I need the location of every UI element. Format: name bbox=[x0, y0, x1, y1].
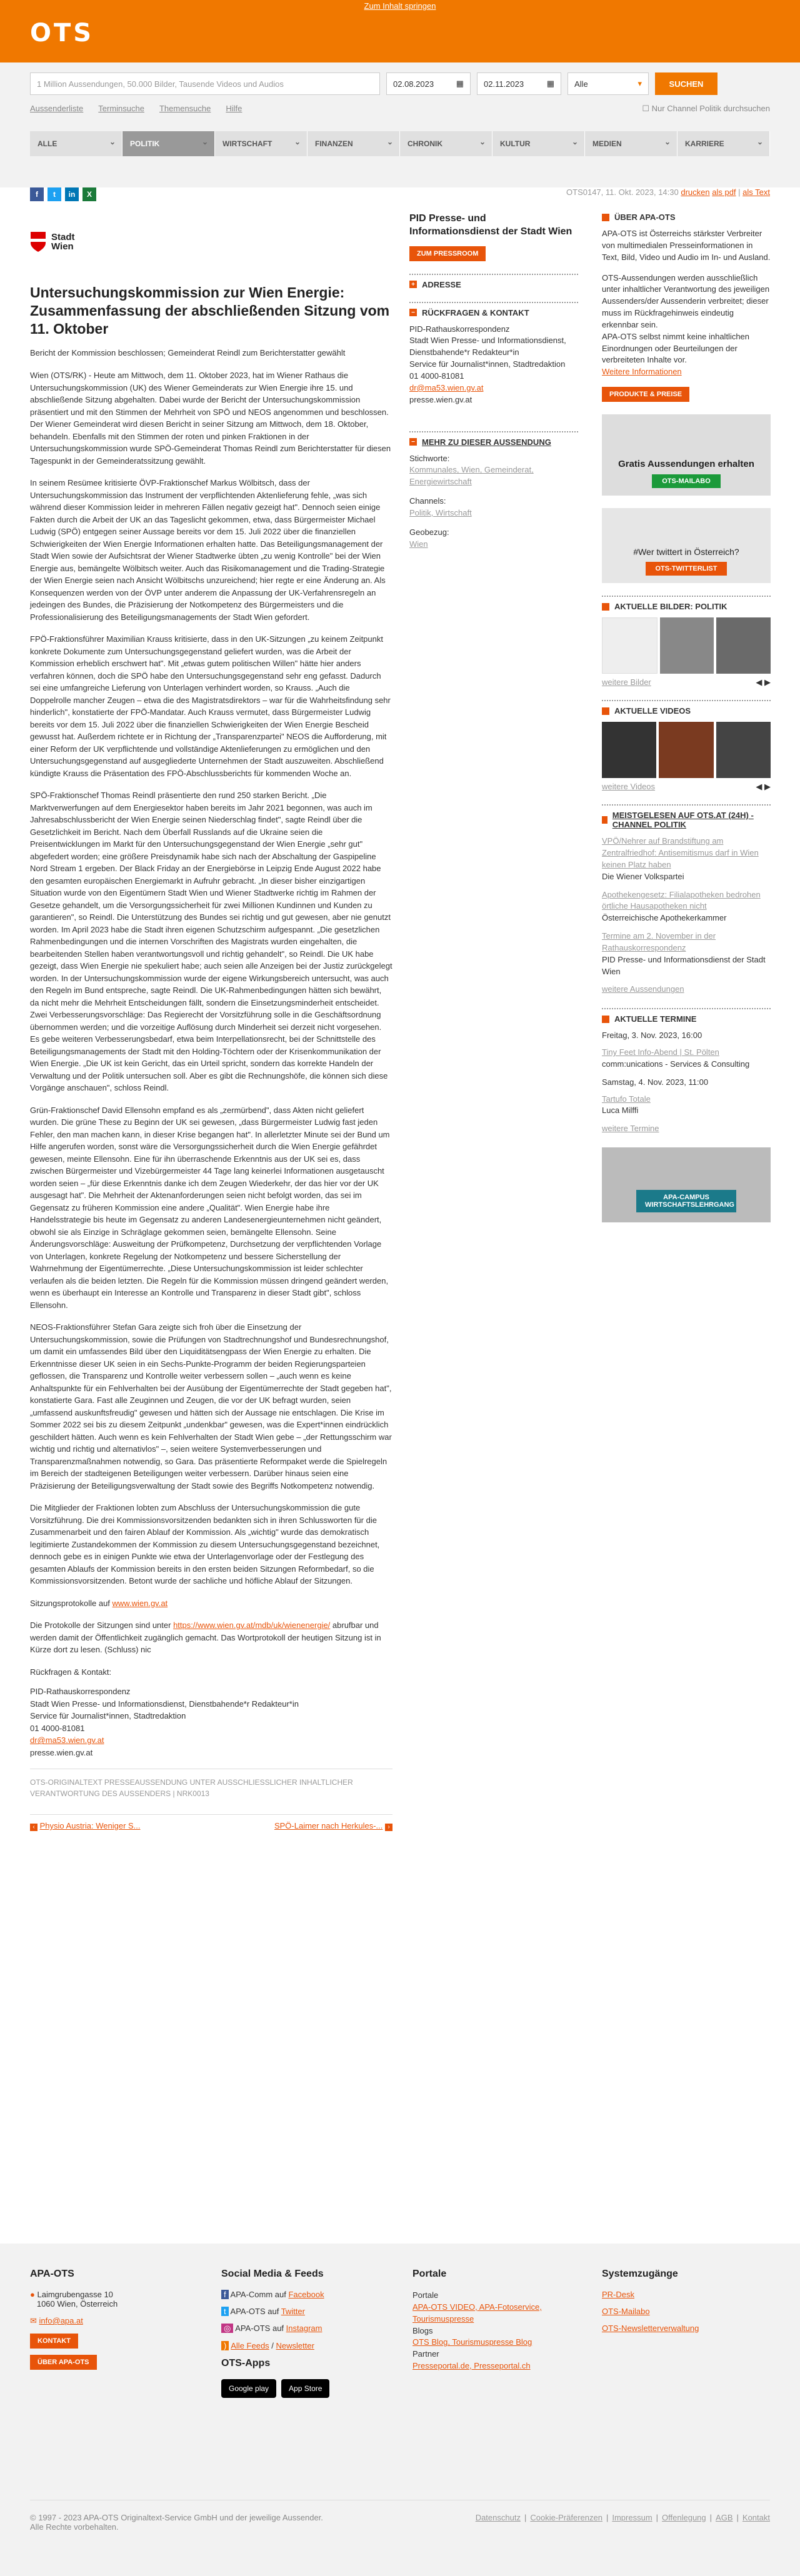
ueber-button[interactable]: ÜBER APA-OTS bbox=[30, 2355, 97, 2370]
meistgelesen-list bbox=[602, 836, 771, 996]
article-lead: Bericht der Kommission beschlossen; Gemeinderat Reindl zum Berichterstatter gewählt bbox=[30, 348, 346, 358]
kontakt-link[interactable]: Kontakt bbox=[742, 2513, 770, 2522]
nav-wirtschaft[interactable]: WIRTSCHAFT ⌄ bbox=[215, 131, 308, 156]
xing-icon[interactable]: X bbox=[82, 187, 96, 201]
prev-article-link[interactable]: Physio Austria: Weniger S... bbox=[39, 1821, 141, 1831]
protokoll2-pre: Die Protokolle der Sitzungen sind unter bbox=[30, 1620, 174, 1630]
contact-line: Service für Journalist*innen, Stadtredaktion bbox=[30, 1711, 186, 1721]
contact-line: PID-Rathauskorrespondenz bbox=[30, 1687, 131, 1697]
meist-item-title[interactable]: VPÖ/Nehrer auf Brandstiftung am Zentralfriedhof: Antisemitismus darf in Wien keinen Platz haben bbox=[602, 836, 759, 869]
partner-label: Partner bbox=[412, 2349, 439, 2359]
square-icon bbox=[602, 214, 609, 221]
channel-select-value: Alle bbox=[574, 79, 588, 89]
bilder-link[interactable]: weitere Bilder bbox=[602, 677, 651, 687]
nav-politik[interactable]: POLITIK ⌄ bbox=[122, 131, 215, 156]
footer-apa-title: APA-OTS bbox=[30, 2269, 74, 2279]
mailabo-banner[interactable] bbox=[602, 414, 771, 496]
gallery-image[interactable] bbox=[716, 617, 771, 674]
location-icon: ● bbox=[30, 2290, 35, 2299]
skip-link[interactable]: Zum Inhalt springen bbox=[364, 1, 436, 11]
channel-select[interactable] bbox=[568, 72, 649, 95]
search-link-hilfe[interactable]: Hilfe bbox=[226, 104, 242, 113]
protokoll2-link[interactable]: https://www.wien.gv.at/mdb/uk/wienenergie/ bbox=[173, 1620, 331, 1630]
facebook-icon: f bbox=[221, 2290, 229, 2299]
search-area bbox=[0, 62, 800, 187]
search-input[interactable]: 1 Million Aussendungen, 50.000 Bilder, Tausende Videos und Audios bbox=[30, 72, 380, 95]
termin-sender: comm:unications - Services & Consulting bbox=[602, 1059, 750, 1069]
twitter-icon[interactable]: t bbox=[48, 187, 61, 201]
footer-mail-row bbox=[30, 2316, 192, 2326]
about-link[interactable]: Weitere Informationen bbox=[602, 367, 682, 377]
termin-title[interactable]: Tartufo Totale bbox=[602, 1094, 651, 1104]
social-pre: APA-OTS auf bbox=[230, 2307, 281, 2316]
instagram-link[interactable]: Instagram bbox=[286, 2324, 322, 2333]
article-pager bbox=[30, 1814, 392, 1831]
minus-icon: − bbox=[409, 438, 417, 446]
mail-icon: ✉ bbox=[30, 2316, 37, 2325]
mehr-block bbox=[409, 453, 578, 551]
google-play-badge[interactable]: Google play bbox=[221, 2379, 276, 2398]
pr-desk-link[interactable]: PR-Desk bbox=[602, 2290, 635, 2299]
section-termine bbox=[602, 1008, 771, 1024]
next-article[interactable] bbox=[274, 1821, 392, 1831]
termin-sender: Luca Milffi bbox=[602, 1106, 639, 1116]
search-link-aussenderliste[interactable]: Aussenderliste bbox=[30, 104, 84, 113]
square-icon bbox=[602, 1016, 609, 1023]
footer-bottom bbox=[30, 2500, 770, 2532]
app-store-badge[interactable]: App Store bbox=[281, 2379, 329, 2398]
disclaimer: OTS-ORIGINALTEXT PRESSEAUSSENDUNG UNTER AUSSCHLIESSLICHER INHALTLICHER VERANTWORTUNG DES AUSSENDERS | NRK0013 bbox=[30, 1769, 392, 1799]
square-icon bbox=[602, 707, 609, 715]
termin-date: Samstag, 4. Nov. 2023, 11:00 bbox=[602, 1077, 709, 1087]
impressum-link[interactable]: Impressum bbox=[612, 2513, 652, 2522]
video-thumb[interactable] bbox=[602, 722, 656, 778]
article-toolbar bbox=[0, 187, 800, 206]
twitter-banner[interactable] bbox=[602, 508, 771, 583]
protokoll-line bbox=[30, 1597, 392, 1610]
rueck-line: Stadt Wien Presse- und Informationsdienst, Dienstbahende*r Redakteur*in bbox=[409, 336, 566, 357]
meist-item-sender: Österreichische Apothekerkammer bbox=[602, 913, 727, 923]
twitter-button[interactable]: OTS-TWITTERLIST bbox=[646, 562, 728, 576]
footer-apa bbox=[30, 2269, 192, 2370]
channels-label: Channels: bbox=[409, 496, 446, 506]
stadt-wien-logo-text: Stadt Wien bbox=[51, 232, 75, 252]
geobezug-link[interactable]: Wien bbox=[409, 539, 428, 549]
search-link-terminsuche[interactable]: Terminsuche bbox=[98, 104, 144, 113]
section-meistgelesen bbox=[602, 804, 771, 829]
meist-more-link[interactable]: weitere Aussendungen bbox=[602, 984, 684, 994]
rueck-line: PID-Rathauskorrespondenz bbox=[409, 324, 510, 334]
termin-date: Freitag, 3. Nov. 2023, 16:00 bbox=[602, 1031, 702, 1041]
social-row bbox=[221, 2290, 384, 2299]
footer-addr1: Laimgrubengasse 10 bbox=[37, 2290, 113, 2299]
search-button[interactable]: SUCHEN bbox=[655, 72, 718, 95]
date-to: 02.11.2023 bbox=[484, 79, 524, 89]
square-icon bbox=[602, 603, 609, 611]
about-text-2: OTS-Aussendungen werden ausschließlich unter inhaltlicher Verantwortung des jeweiligen Aussenders/der Aussenderin verbreitet; dieser muss im Rückfragehinweis eindeutig erkennbar sein. bbox=[602, 272, 770, 329]
search-links bbox=[30, 104, 242, 113]
footer-mail[interactable]: info@apa.at bbox=[39, 2316, 83, 2325]
footer-address bbox=[30, 2290, 192, 2309]
article-paragraph: Grün-Fraktionschef David Ellensohn empfand es als „zermürbend", dass Akten nicht geliefert wurden. Die grüne These zu Beginn der UK sei gewesen, „dass Bürgermeister Ludwig fast jeden Fehler, den man machen kann, in dieser Krise begangen hat". In allerletzter Minute sei der Bund um Hilfe angerufen worden, sonst wäre die Versorgungssicherheit durch die Wien Energie gefährdet gewesen, meinte Ellensohn. Eine für ihn überraschende Erkenntnis aus der UK sei es, dass zwischen Bürgermeister und Vizebürgermeister 44 Tage lang keinerlei Informationen ausgetauscht worden seien – „für diese Erkenntnis danke ich dem Zeugen Wiederkehr, der das hier vor der UK ausgesagt hat". Die Mehrheit der Aktenanforderungen seien nicht befolgt worden, das sei im Gegensatz zu früheren Kommission eine andere „Qualität". Wien Energie habe ihre Handelsstrategie bis heute im Gegensatz zu anderen Landesenergieunternehmen nicht geändert, obwohl sie als Einzige in Schräglage gekommen seien, bemängelte Ellensohn. Seine Änderungsvorschläge: Ausweitung der Prüfkompetenz, Durchsetzung der verpflichtenden Vorlage von Unterlagen, konkrete Regelung der Notkompetenz und bessere Sicherstellung der Wahrnehmung der Eigentümerrechte. „Diese Untersuchungskommission ist leider schlechter verlaufen als die beiden letzten. Die Regeln für die Kommission müssen dringend geändert werden, wenn es überhaupt ein Interesse an Kontrolle und Transparenz in dieser Stadt gibt", schloss Ellensohn. bbox=[30, 1105, 390, 1310]
prev-article[interactable] bbox=[30, 1821, 141, 1831]
nav-karriere[interactable]: KARRIERE ⌄ bbox=[678, 131, 770, 156]
footer-portale bbox=[412, 2269, 575, 2372]
date-to-field[interactable] bbox=[477, 72, 561, 95]
print-link[interactable]: drucken bbox=[681, 187, 710, 197]
social-pre: APA-OTS auf bbox=[235, 2324, 286, 2333]
chevron-down-icon: ▾ bbox=[638, 79, 642, 88]
footer-system bbox=[602, 2269, 764, 2340]
blogs-label: Blogs bbox=[412, 2325, 433, 2335]
chevron-left-icon: ‹ bbox=[30, 1824, 38, 1831]
square-icon bbox=[602, 816, 608, 824]
meist-item-title[interactable]: Termine am 2. November in der Rathauskorrespondenz bbox=[602, 931, 716, 952]
protokoll2-post: abrufbar und werden damit der Öffentlichkeit zugänglich gemacht. Das Wortprotokoll der heutigen Sitzung ist in Kürze dort zu lesen. (Schluss) nic bbox=[30, 1620, 381, 1655]
gallery-image[interactable] bbox=[660, 617, 714, 674]
sender-sidebar bbox=[409, 212, 578, 550]
agb-link[interactable]: AGB bbox=[716, 2513, 733, 2522]
header bbox=[0, 0, 800, 62]
app-badges bbox=[221, 2379, 384, 2398]
article bbox=[30, 212, 392, 1831]
chevron-right-icon: › bbox=[385, 1824, 392, 1831]
apps-title: OTS-Apps bbox=[221, 2358, 271, 2369]
rueckfragen-block bbox=[409, 324, 578, 406]
date-from: 02.08.2023 bbox=[393, 79, 434, 89]
article-paragraph: In seinem Resümee kritisierte ÖVP-Fraktionschef Markus Wölbitsch, dass der Untersuchungskommission das Instrument der verpflichtenden Aktenlieferung fehle, „was sich während dieser Kommission leider in mehreren Fällen negativ gezeigt hat". Dennoch seien einige Fakten durch die Arbeit der UK an das Tageslicht gekommen, etwa, dass Bürgermeister Michael Ludwig (SPÖ) entgegen seiner Aussage bereits vor dem 15. Juli 2022 über die finanziellen Schwierigkeiten der Wien Energie Informationen erhalten hatte. Das Beteiligungsmanagement der Stadt Wien sowie der Aufsichtsrat der Wiener Stadtwerke übten „zu wenig Kontrolle" bei der Wien Energie aus, bemängelte Wölbitsch weiter. Auch das Risikomanagement und die Trading-Strategie der Wien Energie seien nach Ansicht Wölbitschs unzureichend; hier regte er eine Änderung an. Als Konsequenzen werden von der ÖVP unter anderem die Anpassung der UK-Verfahrensregeln an jedeingen des Bundes, die Präzisierung der Notkompetenz des Bürgermeisters und die Professionalisierung des Beteiligungsmanagements der Stadt Wien gefordert. bbox=[30, 478, 386, 622]
article-title: Untersuchungskommission zur Wien Energie: Zusammenfassung der abschließenden Sitzung vom 11. Oktober bbox=[30, 284, 390, 337]
termine-more-link[interactable]: weitere Termine bbox=[602, 1124, 659, 1134]
copyright: © 1997 - 2023 APA-OTS Originaltext-Service GmbH und der jeweilige Aussender. Alle Rechte vorbehalten. bbox=[30, 2513, 323, 2532]
twitter-text: #Wer twittert in Österreich? bbox=[633, 547, 739, 557]
article-paragraph: NEOS-Fraktionsführer Stefan Gara zeigte sich froh über die Einsetzung der Untersuchungskommission, sowie die Prüfungen von Stadtrechnungshof und Bundesrechnungshof, um damit ein umfassendes Bild über den Liquiditätsengpass der Wien Energie zu erhalten. Die Erkenntnisse dieser UK seien in ein Sechs-Punkte-Programm der beiden Regierungsparteien geflossen, die Transparenz und Kontrolle weiter verbessern sollen – „auch wenn es keine Anhaltspunkte für ein Fehlverhalten bei der Ausübung der Eigentümerrechte der Stadt gegeben hat", konstatierte Gara. Fast alle Zeuginnen und Zeugen, die vor der UK befragt wurden, seien „umfassend auskunftsfreudig" gewesen und hätten sich der Aussage nie entschlagen. Die Krise im Sommer 2022 sei bis zu diesem Zeitpunkt „undenkbar" gewesen, was die Expert*innen eindrücklich geschildert hätten. Auch wenn es kein Fehlverhalten der Stadt Wien gebe – „der Rettungsschirm war wichtig und richtig und alternativlos" –, seien weitere Systemverbesserungen und Transparenzmaßnahmen notwendig, so Gara. Das präsentierte Reformpaket werde die Spielregeln im Bereich der stadteigenen Beteiligungen weiter verbessern. Darüber hinaus seien eine Präzisierung der Beteiligungsverwaltung der Stadt sowie des Begriffs Notkompetenz notwendig. bbox=[30, 1322, 392, 1490]
contact-web: presse.wien.gv.at bbox=[30, 1747, 93, 1757]
next-article-link[interactable]: SPÖ-Laimer nach Herkules-... bbox=[274, 1821, 383, 1831]
pdf-link[interactable]: als pdf bbox=[712, 187, 736, 197]
mailabo-link[interactable]: OTS-Mailabo bbox=[602, 2307, 650, 2316]
facebook-link[interactable]: Facebook bbox=[288, 2290, 324, 2299]
partner-links[interactable]: Presseportal.de, Presseportal.ch bbox=[412, 2361, 531, 2371]
section-adresse[interactable] bbox=[409, 274, 578, 289]
contact-mail[interactable]: dr@ma53.wien.gv.at bbox=[30, 1735, 104, 1745]
campus-banner[interactable] bbox=[602, 1147, 771, 1222]
campus-text: APA-CAMPUS WIRTSCHAFTSLEHRGANG bbox=[636, 1190, 736, 1212]
about-text-1: APA-OTS ist Österreichs stärkster Verbreiter von multimedialen Presseinformationen in Text, Bild, Video und Audio im In- und Ausland. bbox=[602, 229, 771, 262]
section-videos bbox=[602, 700, 771, 716]
protokoll-pre: Sitzungsprotokolle auf bbox=[30, 1598, 112, 1608]
newsletterverwaltung-link[interactable]: OTS-Newsletterverwaltung bbox=[602, 2324, 699, 2333]
social-row bbox=[221, 2324, 384, 2334]
search-form bbox=[30, 72, 718, 95]
contact-block bbox=[30, 1685, 392, 1759]
section-rueckfragen[interactable] bbox=[409, 302, 578, 317]
twitter-icon: t bbox=[221, 2307, 229, 2316]
calendar-icon: ▦ bbox=[546, 79, 554, 88]
meist-item-title[interactable]: Apothekengesetz: Filialapotheken bedrohen örtliche Hausapotheken nicht bbox=[602, 889, 761, 911]
bilder-footer bbox=[602, 677, 771, 687]
apa-sidebar bbox=[602, 212, 771, 1222]
bilder-gallery bbox=[602, 617, 771, 674]
mailabo-text: Gratis Aussendungen erhalten bbox=[618, 459, 754, 470]
section-termine-label: AKTUELLE TERMINE bbox=[614, 1014, 697, 1024]
section-about-label: ÜBER APA-OTS bbox=[614, 212, 676, 222]
nav-kultur[interactable]: KULTUR ⌄ bbox=[492, 131, 585, 156]
instagram-icon: ◎ bbox=[221, 2324, 233, 2333]
about-text-3: APA-OTS selbst nimmt keine inhaltlichen Einordnungen oder Beurteilungen der verbreiteten Inhalte vor. bbox=[602, 331, 750, 365]
produkte-button[interactable]: PRODUKTE & PREISE bbox=[602, 387, 689, 402]
portale-label: Portale bbox=[412, 2290, 439, 2300]
nav-alle[interactable]: ALLE ⌄ bbox=[30, 131, 122, 156]
social-row bbox=[221, 2307, 384, 2316]
ots-logo[interactable]: OTS bbox=[30, 19, 94, 47]
channels-links[interactable]: Politik, Wirtschaft bbox=[409, 507, 472, 517]
channel-checkbox-label: Nur Channel Politik durchsuchen bbox=[651, 104, 770, 113]
rueck-web: presse.wien.gv.at bbox=[409, 394, 472, 404]
nav-medien[interactable]: MEDIEN ⌄ bbox=[585, 131, 678, 156]
pressroom-button[interactable]: ZUM PRESSROOM bbox=[409, 246, 486, 261]
section-videos-label: AKTUELLE VIDEOS bbox=[614, 706, 691, 716]
nav-chronik[interactable]: CHRONIK ⌄ bbox=[400, 131, 492, 156]
article-paragraph: SPÖ-Fraktionschef Thomas Reindl präsentierte den rund 250 starken Bericht. „Die Marktverwerfungen auf dem Energiesektor haben bereits im Jahr 2021 begonnen, was auch im Jahresabschlussbericht der Wien Energie seinen Niederschlag findet", sagte Reindl über die Gesetzlichkeit im Bericht. Nach dem Überfall Russlands auf die Ukraine seien die Preisentwicklungen im Markt für den Untersuchungsgegenstand der Wien Energie „sehr gut" abgefedert worden; eine größere Preisdynamik habe sich nach der Abschaltung der Gaspipeline Nord Stream 1 ergeben. Der Black Friday an der Energiebörse in Leipzig Ende August 2022 habe den gesamten europäischen Energiemarkt in Aufruhr gebracht. „In dieser bisher einzigartigen Situation wurde von den Eigentümern Stadt Wien und Wiener Stadtwerke richtig im Rahmen der Gesetze gehandelt, um die Versorgungssicherheit für zwei Millionen Kundinnen und Kunden zu garantieren", so Reindl. Die Unterstützung des Bundes sei richtig und gut gewesen, aber nie genutzt worden. Im April 2023 habe die Stadt ihren eigenen Schutzschirm aufgespannt. „Die gesetzlichen Rahmenbedingungen und die internen Vorschriften des Magistrats wurden eingehalten, die bearbeitenden Stellen haben verantwortungsvoll und richtig gehandelt", so Reindl. Die UK habe gezeigt, dass Wien Energie nie spekuliert habe; auch seien alle Anzeigen bei der Justiz zurückgelegt worden. In der Untersuchungskommission wurde der eigene Wirkungsbereich untersucht, was auch den Regeln im Bund entspreche, sagte Reindl. Die UK-Rahmenbedingungen hätten sich bewährt, da nicht mehr die Mehrheit Entscheidungen fällt, sondern die Einsetzungsminderheit entscheidet. Zwei Verbesserungsvorschläge: Das Regierecht der Vorsitzführung solle in die Geschäftsordnung übernommen werden; und die vorzeitige Auflösung durch Minderheit sei derzeit nicht vorgesehen. Es gebe weiteren Verbesserungsbedarf, etwa beim Interpellationsrecht, bei der Schnittstelle des Beteiligungsmanagements der Stadt mit den Holding-Töchtern oder der Krisenkommunikation der Wien Energie. „Die UK ist kein Gericht, das ein Urteil spricht, sondern das korrekte Handeln der Verwaltung und der Politik untersuchen soll. Aber es gibt die Rechnungshöfe, die können sich diese Vorgänge anschauen", schloss Reindl. bbox=[30, 791, 392, 1093]
channel-checkbox[interactable] bbox=[642, 104, 770, 114]
legal-links: Datenschutz | Cookie-Präferenzen | Impressum | Offenlegung | AGB | Kontakt bbox=[476, 2513, 770, 2532]
section-rueckfragen-label: RÜCKFRAGEN & KONTAKT bbox=[422, 307, 529, 317]
videos-gallery bbox=[602, 722, 771, 778]
meist-item-sender: Die Wiener Volkspartei bbox=[602, 871, 684, 881]
share-buttons bbox=[30, 187, 96, 201]
social-row: ) Alle Feeds / Newsletter bbox=[221, 2341, 384, 2350]
section-mehr-label: MEHR ZU DIESER AUSSENDUNG bbox=[422, 437, 551, 447]
footer-social-title: Social Media & Feeds bbox=[221, 2269, 324, 2279]
stichworte-label: Stichworte: bbox=[409, 453, 450, 463]
linkedin-icon[interactable]: in bbox=[65, 187, 79, 201]
footer bbox=[0, 2244, 800, 2576]
cookie-link[interactable]: Cookie-Präferenzen bbox=[530, 2513, 602, 2522]
article-paragraph: FPÖ-Fraktionsführer Maximilian Krauss kritisierte, dass in den UK-Sitzungen „zu keinem Zeitpunkt konkrete Dokumente zum Untersuchungsgegenstand geliefert wurden, was die Arbeit der Kommission erheblich erschwert hat". Mit „etwas gutem politischen Willen" hätte hier anders verfahren können, doch die SPÖ habe den Untersuchungsgegenstand sehr eng gefasst. Dadurch sei eine umfangreiche Lieferung von Unterlagen verhindert worden, so Krauss. „Auch die Doppelrolle mancher Zeugen – etwa die des Magistratsdirektors – war für die Wahrheitsfindung sehr hinderlich", konstatierte der FPÖ-Mandatar. Auch Krauss vermutet, dass Bürgermeister Ludwig bereits vor dem 15. Juli 2022 über die finanziellen Schwierigkeiten der Wien Energie Bescheid gewusst hat. Außerdem richtete er in Richtung der „Transparenzpartei" NEOS die Aufforderung, mit einer Reform der UK verpflichtende und vollständige Aktenlieferungen zu ermöglichen und den Untersuchungsgegenstand auf ausgegliederte Unternehmen der Stadt auszuweiten. Abschließend kündigte Krauss die Präsentation des FPÖ-Abschlussberichts für kommenden Woche an. bbox=[30, 634, 391, 778]
kontakt-button[interactable]: KONTAKT bbox=[30, 2334, 78, 2349]
contact-line: 01 4000-81081 bbox=[30, 1723, 85, 1733]
section-bilder bbox=[602, 596, 771, 611]
twitter-link[interactable]: Twitter bbox=[281, 2307, 305, 2316]
section-meistgelesen-label: MEISTGELESEN AUF OTS.AT (24H) - CHANNEL POLITIK bbox=[612, 811, 754, 830]
stadt-wien-logo bbox=[30, 231, 392, 252]
wien-shield-icon bbox=[30, 231, 46, 252]
protokoll-line-2 bbox=[30, 1619, 392, 1656]
newsletter-link[interactable]: Newsletter bbox=[276, 2341, 314, 2350]
social-pre: APA-Comm auf bbox=[230, 2290, 289, 2299]
videos-footer bbox=[602, 782, 771, 792]
gallery-arrows-icon[interactable]: ◀ ▶ bbox=[756, 782, 771, 792]
article-paragraph: Wien (OTS/RK) - Heute am Mittwoch, dem 11. Oktober 2023, hat im Wiener Rathaus die Untersuchungskommission (UK) des Wiener Gemeinderats zur Wien Energie ihre 15. und abschließende Sitzung abgehalten. Dabei wurde der Bericht der Untersuchungskommission präsentiert und mit den Stimmen der Mehrheit von SPÖ und NEOS angenommen und beschlossen. Der Wiener Gemeinderat wird diesen Bericht in seiner Sitzung am Mittwoch, dem 18. Oktober, behandeln. Ebenfalls mit den Stimmen der roten und pinken Fraktionen in der Untersuchungskommission wurde SPÖ-Gemeinderat Thomas Reindl zum Berichterstatter für diesen Tagespunkt in der Gemeinderatssitzung gewählt. bbox=[30, 371, 391, 466]
text-link[interactable]: als Text bbox=[742, 187, 770, 197]
ots-number: OTS0147, 11. Okt. 2023, 14:30 bbox=[566, 187, 679, 197]
section-about bbox=[602, 212, 771, 222]
plus-icon: + bbox=[409, 281, 417, 288]
date-from-field[interactable] bbox=[386, 72, 471, 95]
rueck-line: Service für Journalist*innen, Stadtredaktion bbox=[409, 359, 566, 369]
offenlegung-link[interactable]: Offenlegung bbox=[662, 2513, 706, 2522]
search-link-themensuche[interactable]: Themensuche bbox=[159, 104, 211, 113]
portale-links[interactable]: APA-OTS VIDEO, APA-Fotoservice, Tourismuspresse bbox=[412, 2302, 542, 2324]
footer-portale-title: Portale bbox=[412, 2269, 447, 2279]
mailabo-button[interactable]: OTS-MAILABO bbox=[652, 474, 721, 488]
calendar-icon: ▦ bbox=[456, 79, 464, 88]
footer-social bbox=[221, 2269, 384, 2398]
footer-addr2: 1060 Wien, Österreich bbox=[36, 2299, 118, 2309]
termin-title[interactable]: Tiny Feet Info-Abend | St. Pölten bbox=[602, 1047, 719, 1057]
contact-label: Rückfragen & Kontakt: bbox=[30, 1667, 112, 1677]
channel-nav bbox=[30, 131, 770, 156]
sender-title: PID Presse- und Informationsdienst der Stadt Wien bbox=[409, 213, 572, 237]
meist-item-sender: PID Presse- und Informationsdienst der Stadt Wien bbox=[602, 954, 766, 976]
protokoll-link[interactable]: www.wien.gv.at bbox=[112, 1598, 168, 1608]
section-adresse-label: ADRESSE bbox=[422, 279, 461, 289]
video-thumb[interactable] bbox=[716, 722, 771, 778]
videos-link[interactable]: weitere Videos bbox=[602, 782, 656, 792]
section-mehr[interactable] bbox=[409, 431, 578, 447]
facebook-icon[interactable]: f bbox=[30, 187, 44, 201]
video-thumb[interactable] bbox=[659, 722, 713, 778]
rueck-mail[interactable]: dr@ma53.wien.gv.at bbox=[409, 382, 484, 392]
article-meta: OTS0147, 11. Okt. 2023, 14:30 drucken als pdf | als Text bbox=[566, 187, 770, 197]
gallery-arrows-icon[interactable]: ◀ ▶ bbox=[756, 677, 771, 687]
section-bilder-label: AKTUELLE BILDER: POLITIK bbox=[614, 602, 728, 612]
feeds-link[interactable]: Alle Feeds bbox=[231, 2341, 269, 2350]
checkbox-icon: ☐ bbox=[642, 104, 650, 113]
datenschutz-link[interactable]: Datenschutz bbox=[475, 2513, 521, 2522]
rss-icon: ) bbox=[221, 2341, 229, 2350]
stichworte-links[interactable]: Kommunales, Wien, Gemeinderat, Energiewirtschaft bbox=[409, 465, 534, 487]
rueck-line: 01 4000-81081 bbox=[409, 371, 464, 381]
gallery-image[interactable] bbox=[602, 617, 658, 674]
blogs-links[interactable]: OTS Blog, Tourismuspresse Blog bbox=[412, 2337, 532, 2347]
contact-line: Stadt Wien Presse- und Informationsdienst, Dienstbahende*r Redakteur*in bbox=[30, 1699, 299, 1709]
termine-list bbox=[602, 1030, 771, 1135]
article-paragraph: Die Mitglieder der Fraktionen lobten zum Abschluss der Untersuchungskommission die gute Vorsitzführung. Die drei Kommissionsvorsitzenden bedankten sich in ihren Schlussworten für die Zusammenarbeit und den fairen Ablauf der Kommission. Als „wichtig" wurde das demokratisch legitimierte Zustandekommen der Kommission zu diesem Untersuchungsgegenstand bezeichnet, dennoch gebe es in einigen Punkte wie etwa der Unterlagenvorlage oder der Festlegung des gesamten Ablaufs der Kommission bereits in den ersten beiden Sitzungen Reformbedarf, so die Kommissionsvorsitzenden. Betont wurde der sachliche und höfliche Ablauf der Sitzungen. bbox=[30, 1503, 380, 1586]
minus-icon: − bbox=[409, 309, 417, 316]
nav-finanzen[interactable]: FINANZEN ⌄ bbox=[308, 131, 400, 156]
geobezug-label: Geobezug: bbox=[409, 527, 449, 537]
footer-system-title: Systemzugänge bbox=[602, 2269, 678, 2279]
